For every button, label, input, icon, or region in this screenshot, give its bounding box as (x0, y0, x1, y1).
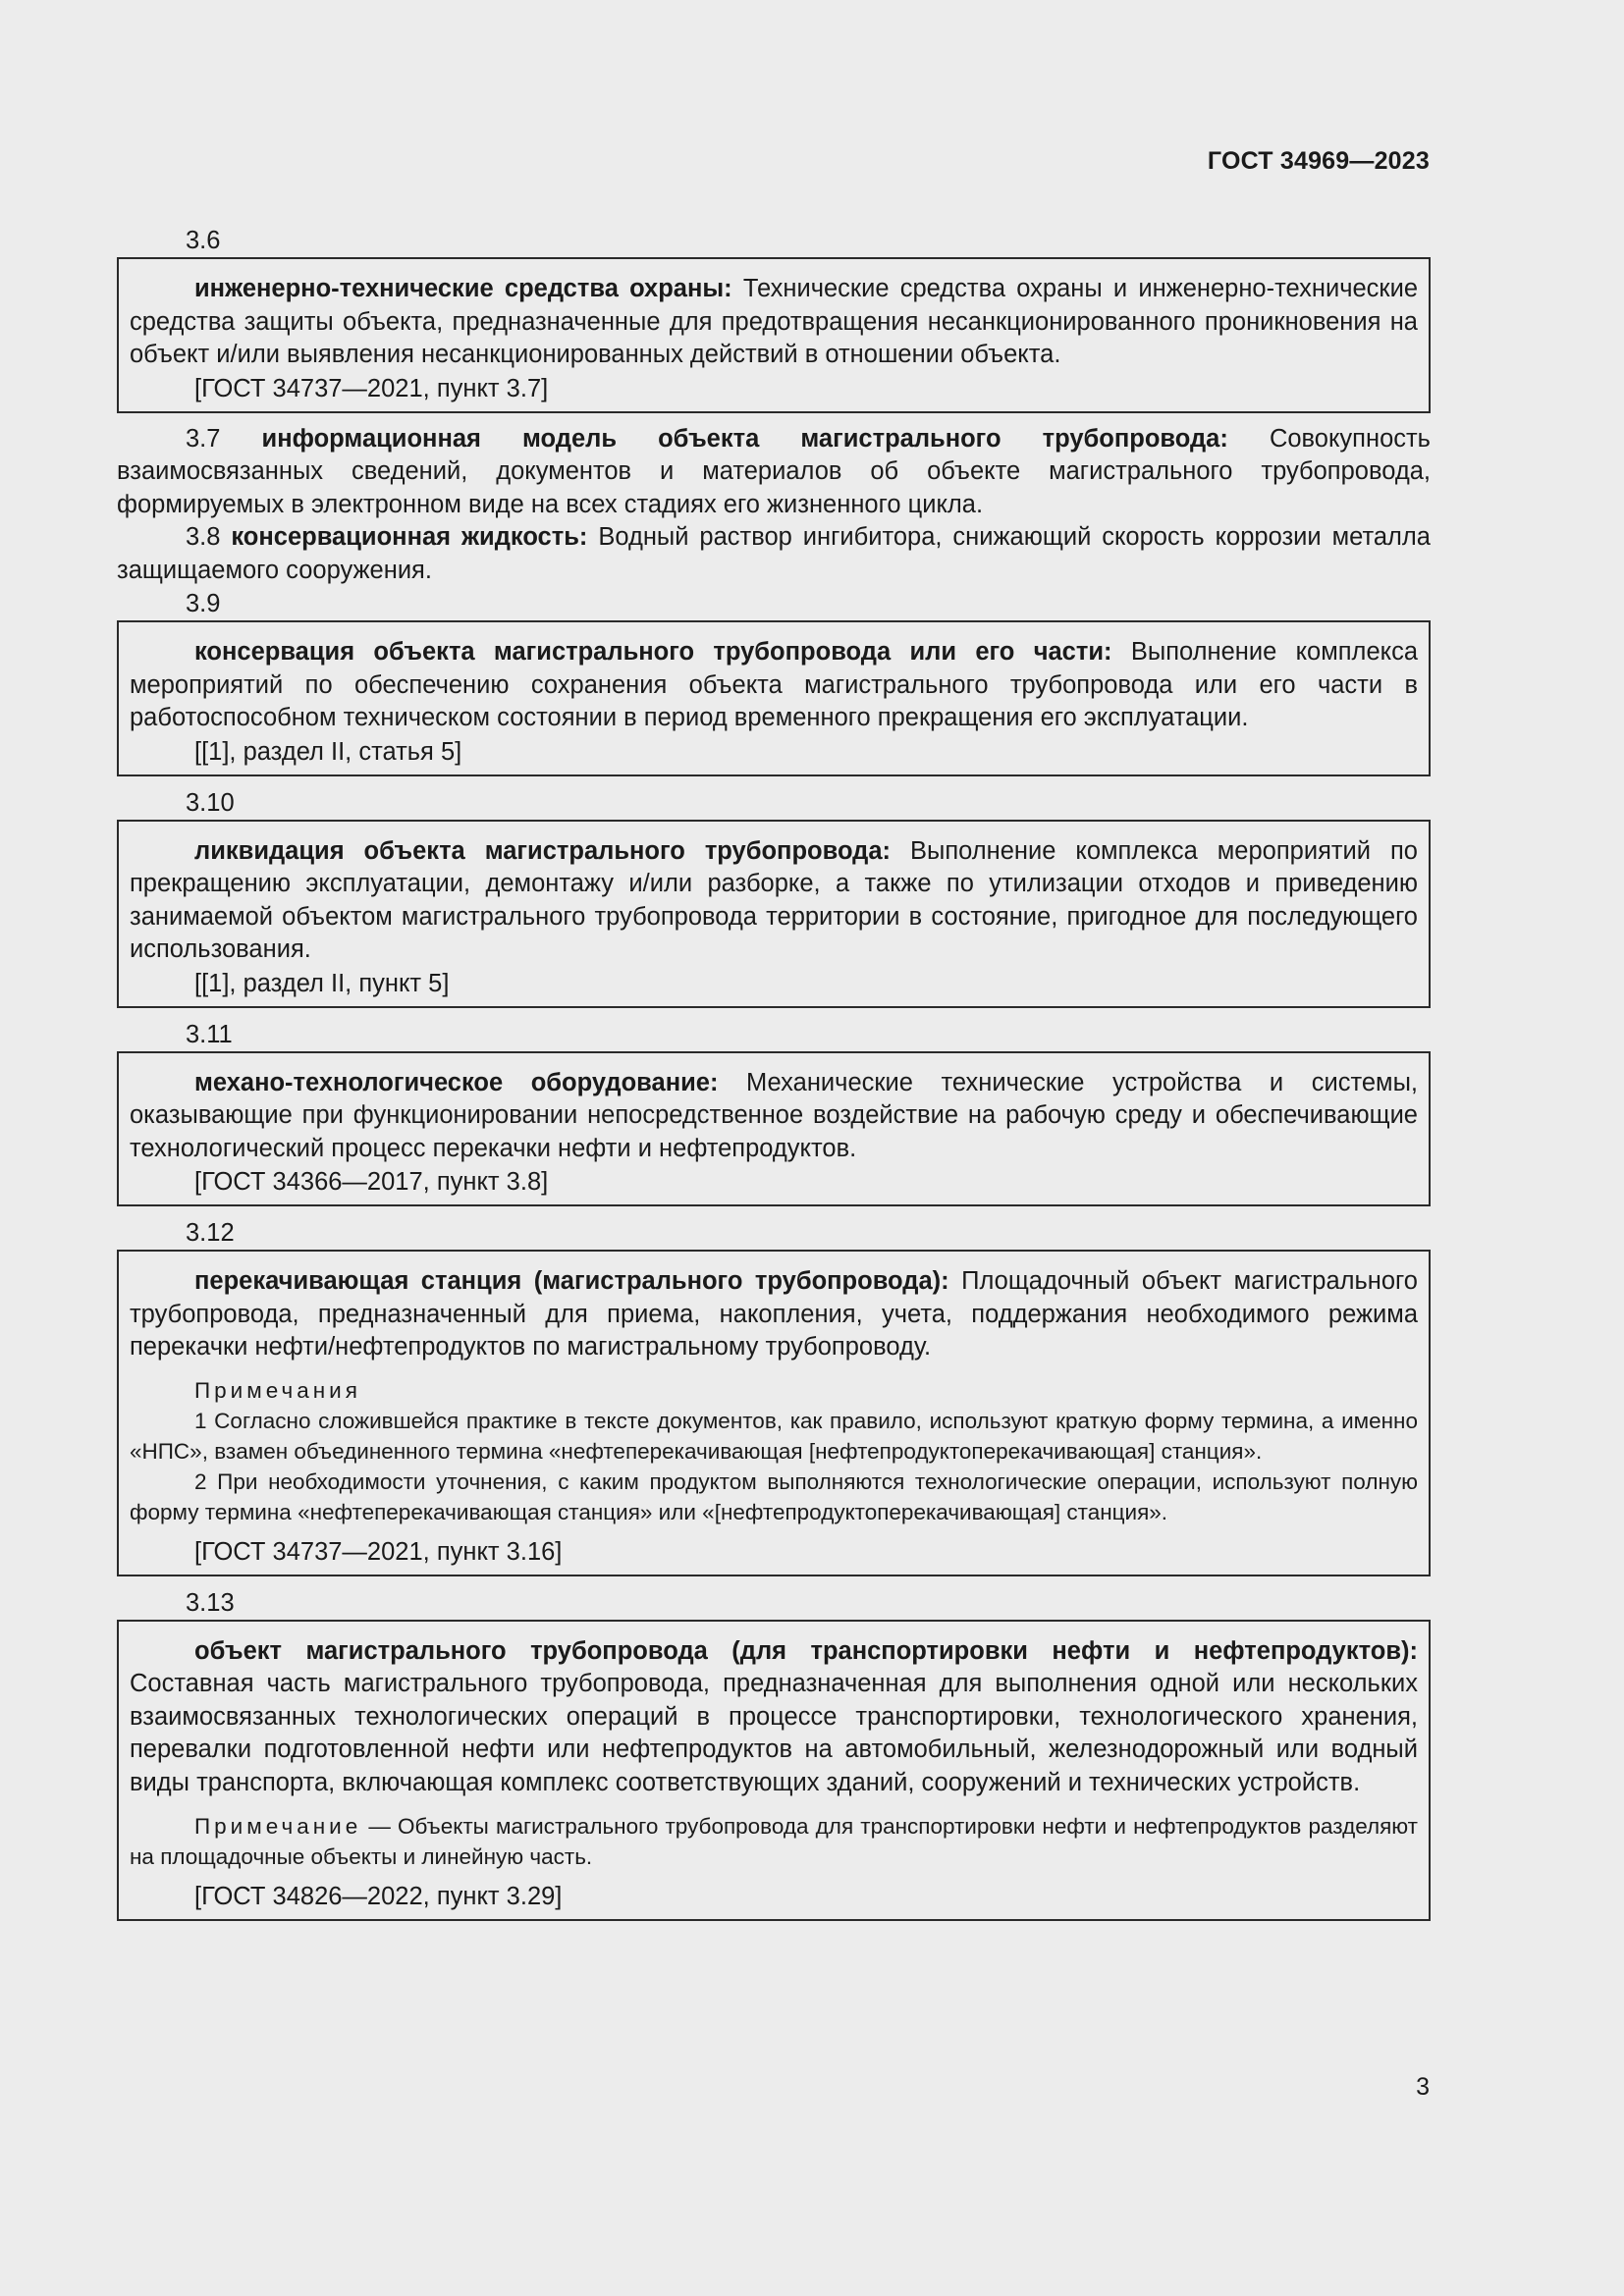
term-name: консервационная жидкость: (231, 523, 588, 551)
term-source: [[1], раздел II, статья 5] (194, 737, 462, 766)
definition-text: Механические технические устройства и системы, оказывающие при функционировании непосредственное воздействие на рабочую среду и обеспечивающие технологический процесс перекачки нефти и нефтепродуктов. (130, 1068, 1418, 1162)
note-text: — Объекты магистрального трубопровода для транспортировки нефти и нефтепродуктов разделяют на площадочные объекты и линейную часть. (130, 1814, 1418, 1869)
term-definition-3-8 (117, 521, 1431, 587)
term-name: механо-технологическое оборудование: (194, 1068, 719, 1096)
term-number: 3.13 (186, 1588, 235, 1617)
definition-text: Площадочный объект магистрального трубопровода, предназначенный для приема, накопления, учета, поддержания необходимого режима перекачки нефти/нефтепродуктов по магистральному трубопроводу. (130, 1267, 1418, 1361)
definition-text: Технические средства охраны и инженерно-технические средства защиты объекта, предназначенные для предотвращения несанкционированного проникновения на объект и/или выявления несанкционированных действий в отношении объекта. (130, 275, 1419, 368)
term-definition (130, 636, 1418, 735)
note-heading: Примечание (194, 1814, 362, 1839)
definition-text: Выполнение комплекса мероприятий по обеспечению сохранения объекта магистрального трубопровода или его части в работоспособном техническом состоянии в период временного прекращения его эксплуатации. (130, 638, 1418, 731)
term-number: 3.11 (186, 1020, 233, 1048)
term-number: 3.8 (186, 523, 221, 551)
term-box-3-13 (117, 1620, 1431, 1922)
document-id-header: ГОСТ 34969—2023 (1207, 147, 1430, 175)
term-name: инженерно-технические средства охраны: (194, 275, 732, 302)
note-item (130, 1811, 1418, 1872)
term-number: 3.10 (186, 788, 235, 817)
term-source: [[1], раздел II, пункт 5] (194, 969, 450, 997)
term-box-3-12 (117, 1250, 1431, 1576)
term-definition (130, 1635, 1418, 1800)
term-name: консервация объекта магистрального трубопровода или его части: (194, 638, 1112, 666)
note-item: 2 При необходимости уточнения, с каким продуктом выполняются технологические операции, используют полную форму термина «нефтеперекачивающая станция» или «[нефтепродуктоперекачивающая] станция». (130, 1468, 1418, 1524)
term-definition (130, 1067, 1418, 1166)
term-name: информационная модель объекта магистрального трубопровода: (261, 424, 1228, 453)
term-number: 3.9 (186, 590, 221, 617)
term-box-3-6 (117, 257, 1431, 413)
term-definition (130, 835, 1418, 967)
note-item: 1 Согласно сложившейся практике в тексте документов, как правило, используют краткую форму термина, а именно «НПС», взамен объединенного термина «нефтеперекачивающая [нефтепродуктоперекачивающая] станция». (130, 1408, 1418, 1464)
term-number: 3.12 (186, 1219, 235, 1247)
definition-text: Составная часть магистрального трубопровода, предназначенная для выполнения одной или нескольких взаимосвязанных технологических операций в процессе транспортировки, технологического хранения, перевалки подготовленной нефти или нефтепродуктов на автомобильный, железнодорожный или водный виды транспорта, включающая комплекс соответствующих зданий, сооружений и технических устройств. (130, 1670, 1418, 1796)
definition-text: Водный раствор ингибитора, снижающий скорость коррозии металла защищаемого сооружения. (117, 523, 1431, 584)
term-name: перекачивающая станция (магистрального трубопровода): (194, 1267, 949, 1295)
free-terms (117, 423, 1431, 588)
term-source: [ГОСТ 34737—2021, пункт 3.16] (194, 1537, 563, 1566)
term-number: 3.6 (186, 227, 221, 254)
term-definition (130, 273, 1418, 372)
term-number: 3.7 (186, 424, 221, 453)
terms-section (117, 224, 1431, 1931)
page-number: 3 (1416, 2073, 1430, 2101)
definition-text: Выполнение комплекса мероприятий по прекращению эксплуатации, демонтажу и/или разборке, а также по утилизации отходов и приведению занимаемой объектом магистрального трубопровода территории в состояние, пригодное для последующего использования. (130, 836, 1418, 963)
term-name: ликвидация объекта магистрального трубопровода: (194, 836, 892, 865)
term-source: [ГОСТ 34737—2021, пункт 3.7] (194, 374, 549, 402)
term-source: [ГОСТ 34826—2022, пункт 3.29] (194, 1883, 563, 1910)
term-box-3-11 (117, 1051, 1431, 1207)
notes-heading: Примечания (194, 1377, 361, 1403)
definition-text: Совокупность взаимосвязанных сведений, документов и материалов об объекте магистрального трубопровода, формируемых в электронном виде на всех стадиях его жизненного цикла. (117, 424, 1431, 518)
term-definition (130, 1265, 1418, 1364)
term-name: объект магистрального трубопровода (для транспортировки нефти и нефтепродуктов): (194, 1636, 1418, 1665)
term-box-3-9 (117, 620, 1431, 776)
term-definition-3-7 (117, 423, 1431, 522)
term-box-3-10 (117, 820, 1431, 1008)
term-source: [ГОСТ 34366—2017, пункт 3.8] (194, 1168, 549, 1196)
